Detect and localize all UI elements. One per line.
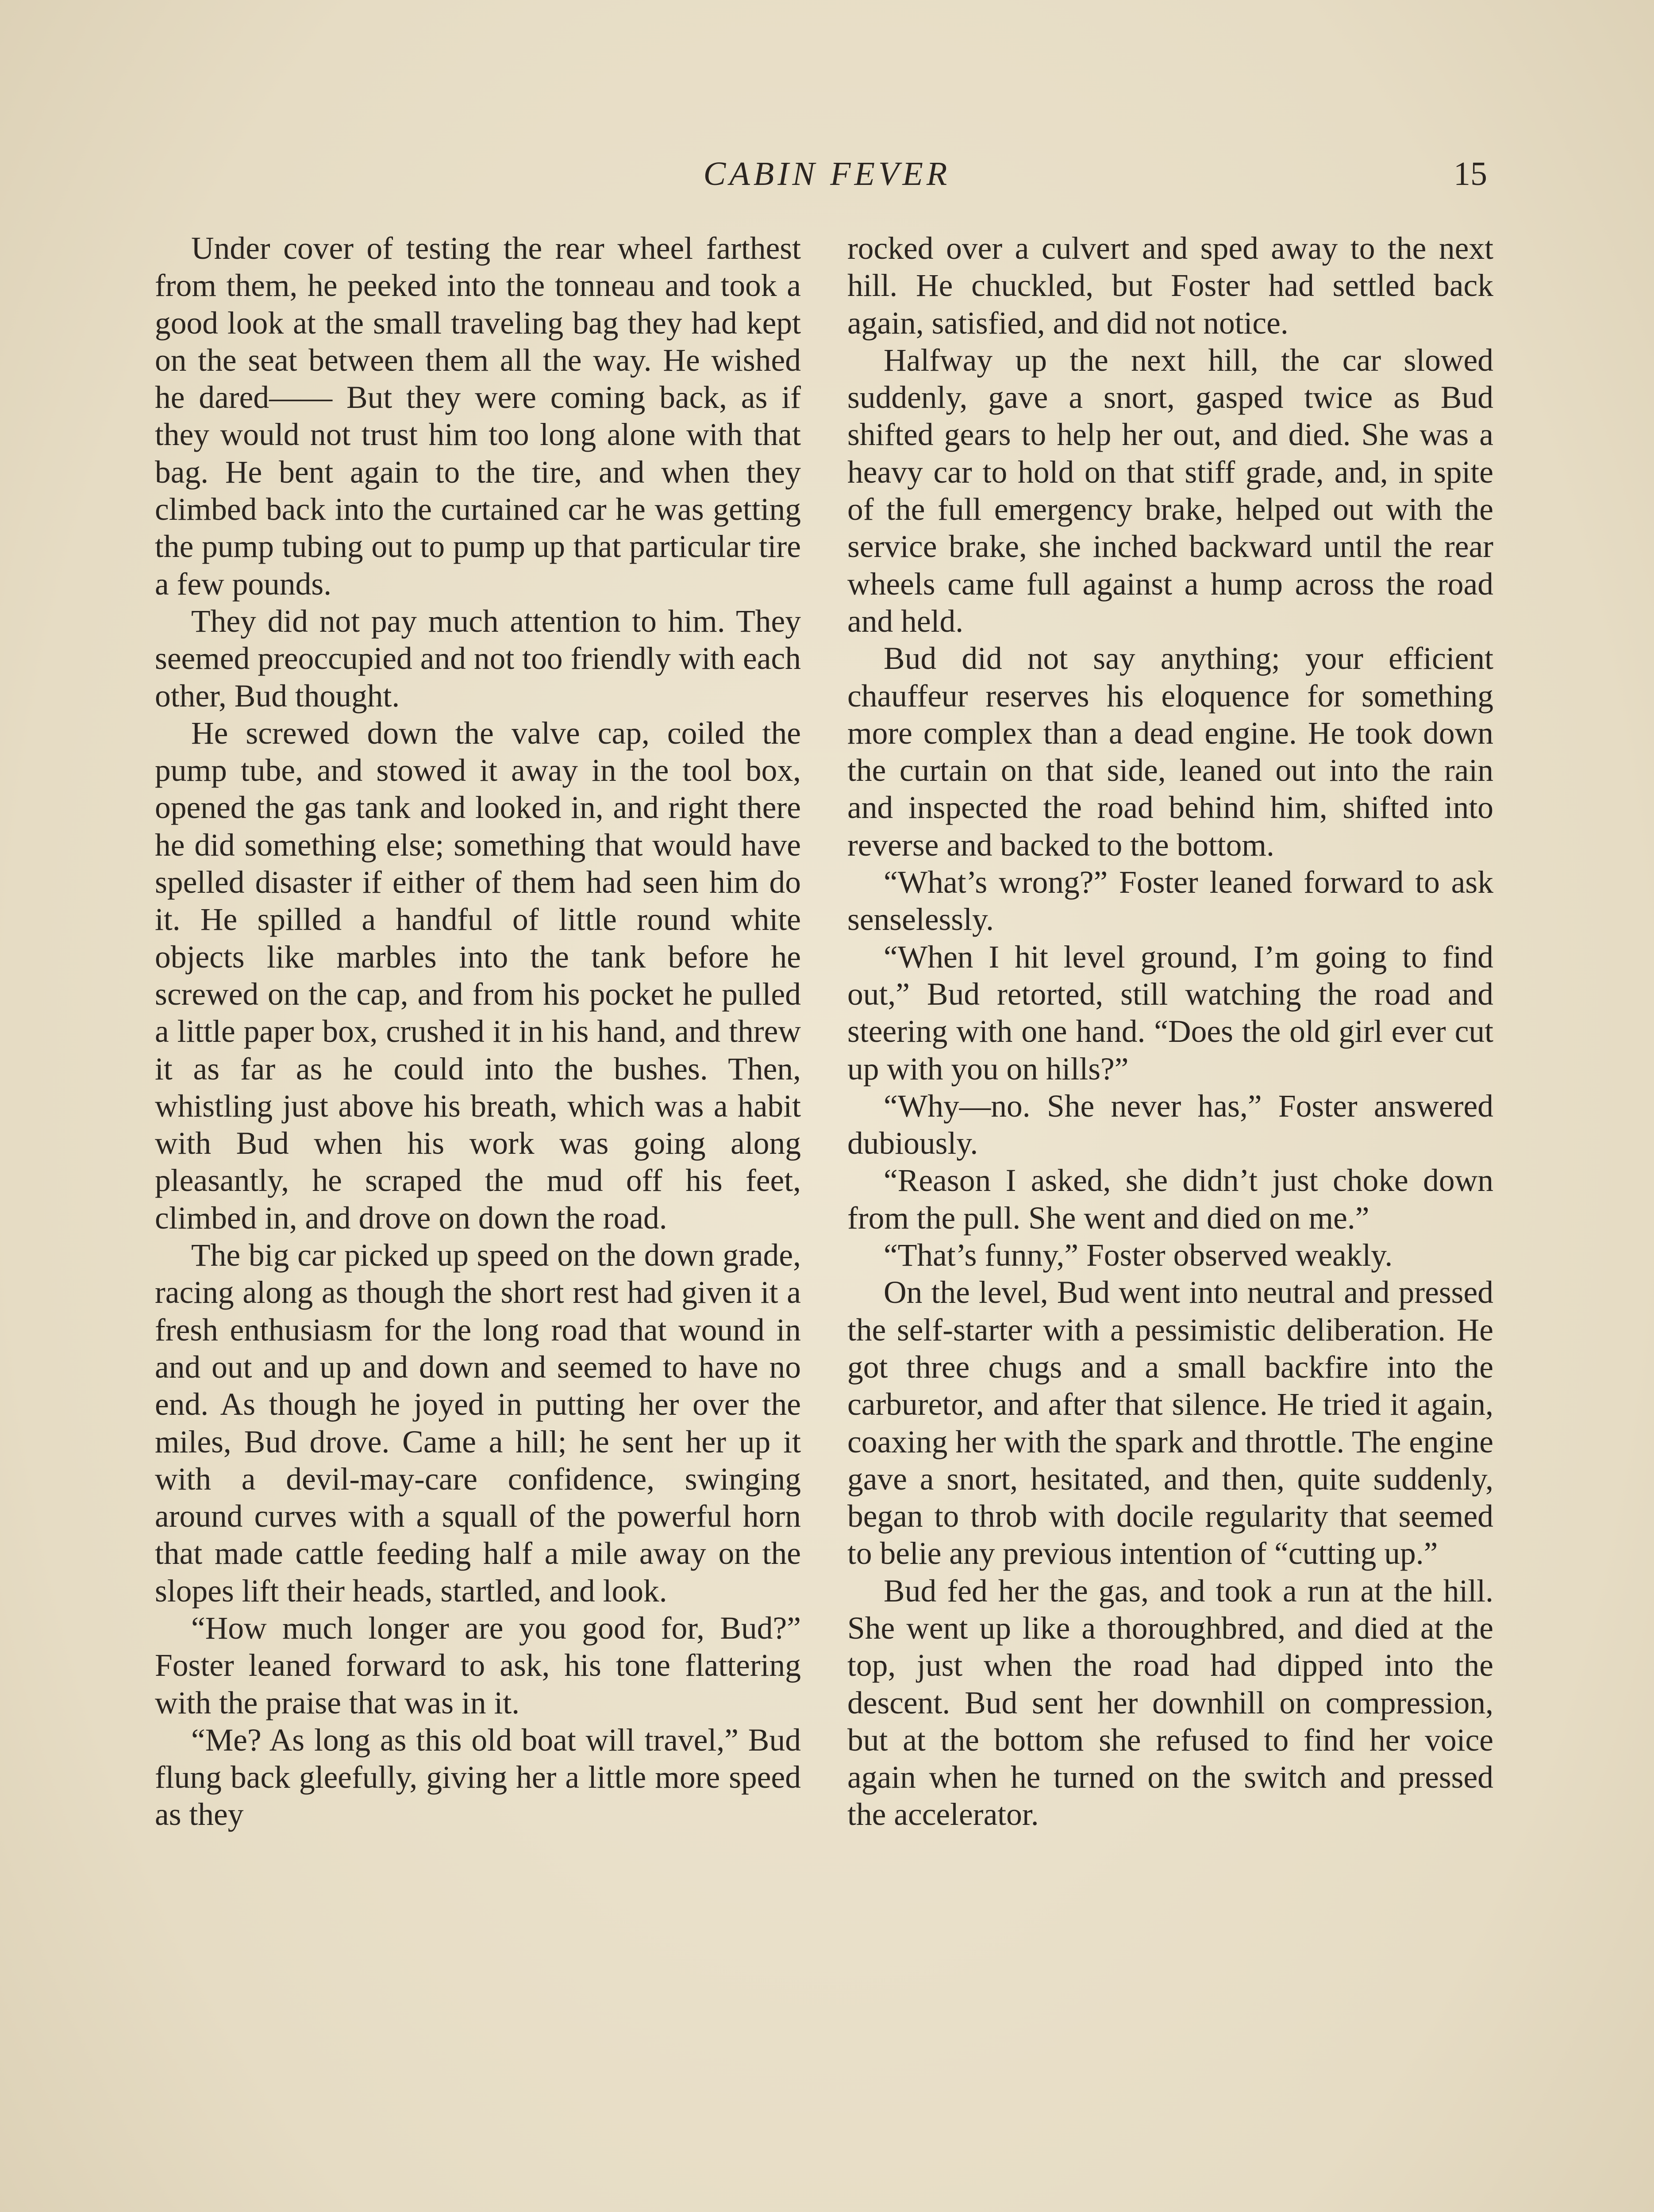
paragraph: “That’s funny,” Foster observed weakly. — [884, 1238, 1393, 1273]
paragraph: “When I hit level ground, I’m going to find out,” Bud retorted, still watching the road and steering with one hand. “Does the old girl ever cut up with you on hills?” — [847, 939, 1493, 1087]
right-column — [847, 230, 1493, 1834]
paragraph: “How much longer are you good for, Bud?” Foster leaned forward to ask, his tone flattering with the praise that was in it. — [155, 1610, 801, 1720]
paragraph: “What’s wrong?” Foster leaned forward to ask senselessly. — [847, 865, 1493, 937]
paragraph: Halfway up the next hill, the car slowed suddenly, gave a snort, gasped twice as Bud shifted gears to help her out, and died. She was a heavy car to hold on that stiff grade, and, in spite of the full emergency brake, helped out with the service brake, she inched backward until the rear wheels came full against a hump across the road and held. — [847, 342, 1493, 639]
paragraph: The big car picked up speed on the down grade, racing along as though the short rest had given it a fresh enthusiasm for the long road that wound in and out and up and down and seemed to have no end. As though he joyed in putting her over the miles, Bud drove. Came a hill; he sent her up it with a devil-may-care confidence, swinging around curves with a squall of the powerful horn that made cattle feeding half a mile away on the slopes lift their heads, startled, and look. — [155, 1238, 801, 1609]
running-head — [0, 150, 1654, 199]
paragraph: Under cover of testing the rear wheel farthest from them, he peeked into the tonneau and took a good look at the small traveling bag they had kept on the seat between them all the way. He wished he dared—— But they were coming back, as if they would not trust him too long alone with that bag. He bent again to the tire, and when they climbed back into the curtained car he was getting the pump tubing out to pump up that particular tire a few pounds. — [155, 231, 801, 602]
paragraph: “Me? As long as this old boat will travel,” Bud flung back gleefully, giving her a little more speed as they — [155, 1722, 801, 1832]
paragraph: Bud did not say anything; your efficient chauffeur reserves his eloquence for something more complex than a dead engine. He took down the curtain on that side, leaned out into the rain and inspected the road behind him, shifted into reverse and backed to the bottom. — [847, 641, 1493, 863]
left-column — [155, 230, 801, 1834]
paragraph: Bud fed her the gas, and took a run at the hill. She went up like a thoroughbred, and died at the top, just when the road had dipped into the descent. Bud sent her downhill on compression, but at the bottom she refused to find her voice again when he turned on the switch and pressed the accelerator. — [847, 1573, 1493, 1832]
page-number: 15 — [1454, 155, 1487, 192]
running-title: CABIN FEVER — [703, 155, 951, 192]
paragraph: On the level, Bud went into neutral and pressed the self-starter with a pessimistic deliberation. He got three chugs and a small backfire into the carburetor, and after that silence. He tried it again, coaxing her with the spark and throttle. The engine gave a snort, hesitated, and then, quite suddenly, began to throb with docile regularity that seemed to belie any previous intention of “cutting up.” — [847, 1275, 1493, 1571]
paragraph: “Why—no. She never has,” Foster answered dubiously. — [847, 1088, 1493, 1161]
paragraph: They did not pay much attention to him. They seemed preoccupied and not too friendly with each other, Bud thought. — [155, 603, 801, 714]
continued-paragraph: rocked over a culvert and sped away to the next hill. He chuckled, but Foster had settled back again, satisfied, and did not notice. — [847, 231, 1493, 341]
paragraph: He screwed down the valve cap, coiled the pump tube, and stowed it away in the tool box, opened the gas tank and looked in, and right there he did something else; something that would have spelled disaster if either of them had seen him do it. He spilled a handful of little round white objects like marbles into the tank before he screwed on the cap, and from his pocket he pulled a little paper box, crushed it in his hand, and threw it as far as he could into the bushes. Then, whistling just above his breath, which was a habit with Bud when his work was going along pleasantly, he scraped the mud off his feet, climbed in, and drove on down the road. — [155, 715, 801, 1236]
paragraph: “Reason I asked, she didn’t just choke down from the pull. She went and died on me.” — [847, 1163, 1493, 1236]
